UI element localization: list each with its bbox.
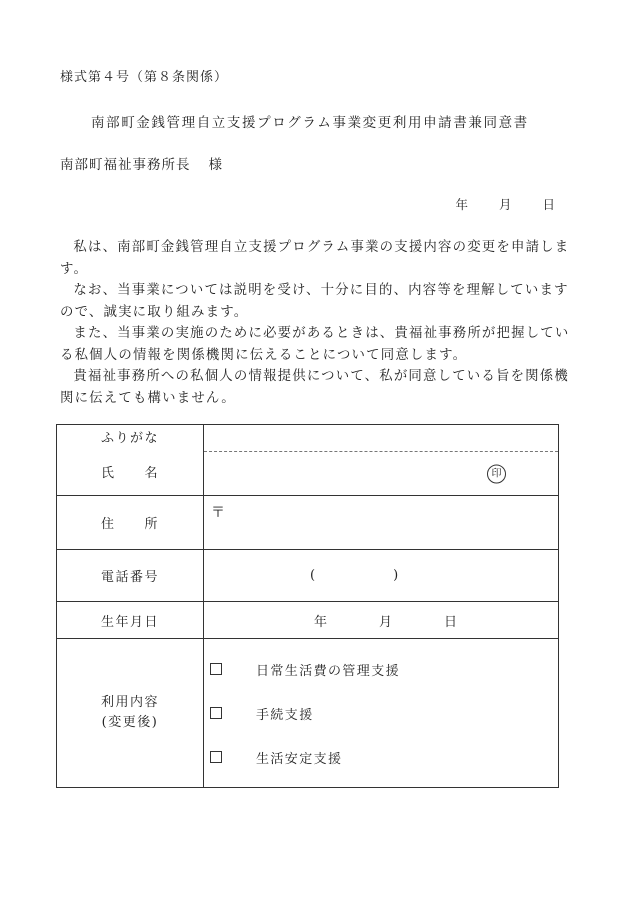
name-field[interactable]: [204, 452, 558, 495]
name-input-cell: [204, 425, 559, 496]
option-label: 生活安定支援: [256, 751, 343, 767]
address-label: 住 所: [57, 496, 204, 550]
usage-label-note: (変更後): [101, 715, 159, 730]
form-number: 様式第４号（第８条関係）: [60, 70, 229, 85]
addressee-honorific: 様: [208, 157, 223, 173]
option-label: 手続支援: [256, 707, 314, 723]
option-life-stability-support[interactable]: [204, 735, 558, 779]
birth-year-label: 年: [314, 614, 328, 630]
checkbox-icon[interactable]: [210, 751, 222, 763]
document-title: 南部町金銭管理自立支援プログラム事業変更利用申請書兼同意書: [91, 115, 529, 131]
addressee-name: 南部町福祉事務所長: [60, 157, 191, 173]
seal-icon: 印: [487, 464, 506, 483]
name-label: 氏 名: [100, 465, 159, 481]
checkbox-icon[interactable]: [210, 707, 222, 719]
addressee: [60, 153, 223, 173]
option-daily-expense-support[interactable]: [204, 647, 558, 691]
consent-paragraph-1: 私は、南部町金銭管理自立支援プログラム事業の支援内容の変更を申請します。: [60, 240, 570, 277]
birthdate-label: 生年月日: [57, 602, 204, 639]
option-procedure-support[interactable]: [204, 691, 558, 735]
birth-month-label: 月: [379, 614, 393, 630]
usage-label: 利用内容: [100, 695, 159, 710]
consent-paragraph-2: なお、当事業については説明を受け、十分に目的、内容等を理解していますので、誠実に取り組みます。: [60, 283, 569, 320]
phone-open-paren: (: [310, 568, 316, 583]
option-label: 日常生活費の管理支援: [256, 663, 401, 679]
usage-label-cell: [57, 639, 204, 788]
consent-body: [60, 237, 572, 409]
date-month-label: 月: [498, 197, 513, 212]
consent-paragraph-4: 貴福祉事務所への私個人の情報提供について、私が同意している旨を関係機関に伝えても構いません。: [60, 369, 569, 406]
phone-close-paren: ): [393, 568, 399, 583]
birth-day-label: 日: [444, 614, 458, 630]
date-day-label: 日: [542, 197, 556, 212]
consent-paragraph-3: また、当事業の実施のために必要があるときは、貴福祉事務所が把握している私個人の情報を関係機関に伝えることについて同意します。: [60, 326, 570, 363]
checkbox-icon[interactable]: [210, 663, 222, 675]
furigana-label: ふりがな: [100, 430, 159, 446]
phone-field[interactable]: [204, 550, 559, 602]
date-year-label: 年: [455, 197, 469, 212]
applicant-table: [56, 424, 559, 788]
postal-mark-icon: 〒: [211, 505, 225, 521]
usage-options-cell: [204, 639, 559, 788]
furigana-field[interactable]: [204, 425, 558, 452]
birthdate-field[interactable]: [204, 602, 559, 639]
name-label-cell: [57, 425, 204, 496]
phone-label: 電話番号: [57, 550, 204, 602]
date-line: [455, 195, 556, 213]
address-field[interactable]: [204, 496, 559, 550]
